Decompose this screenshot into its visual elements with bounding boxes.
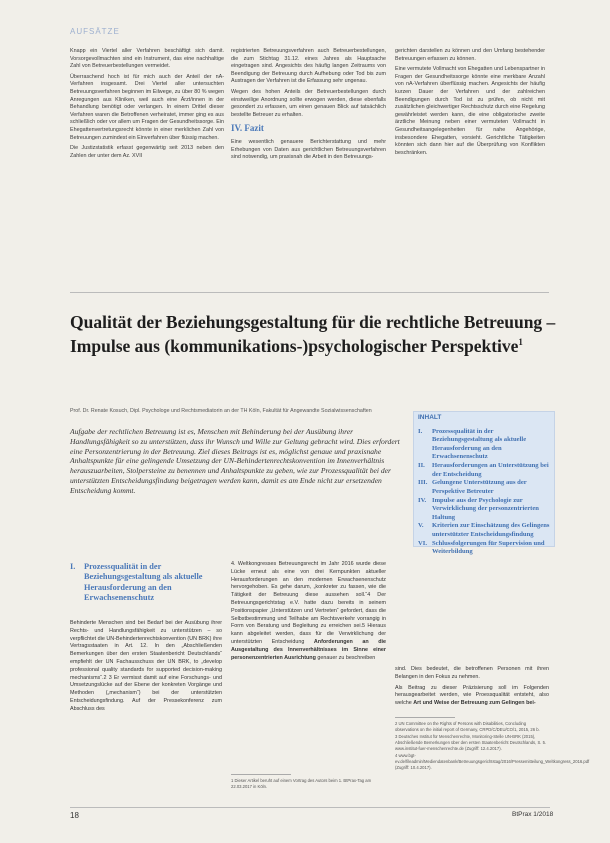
fazit-heading: IV. Fazit	[231, 123, 264, 134]
footnotes-middle	[231, 778, 386, 791]
toc-item	[418, 479, 550, 496]
footnotes-right	[395, 721, 590, 772]
paragraph-text: 4. Weltkongresses Betreuungsrecht im Jahr 2016 wurde diese Lücke erneut als eine von drei Kernpunkten aktueller Herausforderungen an den modernen Erwachsenenschutz hervorgehoben. Es gehe darum, „konkreter zu fassen, wie die Tätigkeit der Betreuung diese aussehen soll.“4 Der Betreuungsgerichtstag e.V. hatte dazu bereits in seinem Positionspapier „Unterstützen und Vertreten“ gefordert, dass die Selbstbestimmung und Teilhabe am Rechtsverkehr vorrangig in Form von Beratung und Begleitung zu erreichen sei.5 Hieraus kann abgeleitet werden, dass für die Verwirklichung der unterstützten Entscheidung	[231, 561, 386, 645]
toc-item-number: II.	[418, 462, 425, 470]
body-column-3	[395, 666, 549, 711]
toc-item-text: Impulse aus der Psychologie zur Verwirklichung der personzentrierten Haltung	[432, 496, 539, 521]
toc-item-text: Gelungene Unterstützung aus der Perspektive Betreuter	[432, 479, 527, 495]
footnote-rule	[231, 774, 291, 775]
paragraph: Eine wesentlich genauere Berichterstattung und mehr Erhebungen von Daten aus gerichtlichen Betreuungsverfahren sind notwendig, um praxisnah die Arbeit in den Betreuungs-	[231, 138, 386, 161]
top-column-2	[231, 48, 386, 165]
toc-title: INHALT	[418, 414, 442, 421]
toc-item	[418, 497, 550, 522]
paragraph: Knapp ein Viertel aller Verfahren beschäftigt sich damit. Vorsorgevollmachten sind ein Instrument, das eine nachhaltige Zahl von Betreuerbestellungen vermeidet.	[70, 48, 224, 70]
top-column-1	[70, 48, 224, 163]
journal-name: BtPrax 1/2018	[512, 811, 554, 818]
paragraph-text: Als Beitrag zu dieser Präzisierung soll im Folgenden herausgearbeitet werden, wie Proessqualität entsteht, also welche	[395, 684, 549, 707]
top-column-3	[395, 48, 545, 160]
footnote: 2 UN Committee on the Rights of Persons with Disabilities, Concluding observations on the initial report of Germany, CRPD/C/DEU/CO/1, 2015, 26 b.	[395, 721, 540, 732]
section-heading	[70, 562, 220, 604]
toc-item-number: VI.	[418, 539, 427, 547]
footnote: 3 Deutsches Institut für Menschenrechte, Monitoring-Stelle UN-BRK (2015), Abschließende Bemerkungen über den ersten Staatenbericht Deutschlands, S. 5. www.institut-fuer-menschenrechte.de (Zugriff: 12.4.2017).	[395, 734, 547, 751]
article-title	[70, 312, 570, 356]
toc-item	[418, 522, 550, 539]
toc-item-text: Kriterien zur Einschätzung des Gelingens unterstützter Entscheidungsfindung	[432, 522, 550, 538]
running-head: AUFSÄTZE	[70, 27, 120, 36]
section-number: I.	[70, 562, 76, 571]
paragraph: sind. Dies bedeutet, die betroffenen Personen mit ihren Belangen in den Fokus zu nehmen.	[395, 666, 549, 680]
emphasis: Art und Weise der Betreuung zum Gelingen bei-	[413, 700, 536, 707]
footnote: 1 Dieser Artikel beruht auf einem Vortrag des Autors beim 1. BtPrax-Tag am 22.03.2017 in Köln.	[231, 778, 372, 789]
toc-item-number: III.	[418, 479, 428, 487]
page-number: 18	[70, 811, 79, 820]
footer-rule	[70, 807, 550, 808]
paragraph: Überraschend hoch ist für mich auch der Anteil der nA-Verfahren insgesamt. Drei Viertel aller untersuchten Betreuungsverfahren beginnen im Eilwege, zu über 80 % wegen Anregungen aus Kliniken, weil auch eine Ärzt/innen in der Behandlung benötigt oder verlangen. In einem Drittel dieser Verfahren waren die Betroffenen verheiratet, immer ging es aus schließlich oder vor allem um Fragen der Gesundheitssorge. Ein Ehegattenvertretungsrecht könnte in einer merklichen Zahl von Betreuungen zumindest ein Einverfahren über flüssig machen.	[70, 73, 224, 141]
toc-item	[418, 428, 550, 462]
paragraph: gerichten darstellen zu können und den Umfang bestehender Betreuungen erfassen zu können.	[395, 48, 545, 62]
toc-list	[418, 428, 550, 557]
emphasis: Anforderungen an die Ausgestaltung des Innenverhältnisses im Sinne einer personenzentrierten Ausrichtung	[231, 638, 386, 661]
paragraph: registrierten Betreuungsverfahren auch Betreuerbestellungen, die zum Stichtag 31.12. eines Jahres als Hauptsache eingetragen sind. Angesichts des häufig langen Zeitraums von Beendigung der Betreuung durch Aufhebung oder Tod bis zum Austragen der Verfahren ist die Erfassung sehr ungenau.	[231, 48, 386, 85]
toc-item-number: IV.	[418, 496, 427, 504]
toc-item-number: V.	[418, 522, 424, 530]
paragraph	[395, 685, 549, 708]
section-title: Prozessqualität in der Beziehungsgestaltung als aktuelle Herausforderung an den Erwachsenenschutz	[84, 562, 203, 603]
paragraph	[231, 561, 386, 662]
body-column-2	[231, 561, 386, 665]
body-column-1	[70, 620, 222, 717]
toc-item-text: Schlussfolgerungen für Supervision und Weiterbildung	[432, 539, 545, 556]
author-line: Prof. Dr. Renate Kosuch, Dipl. Psychologe und Rechtsmediatorin an der TH Köln, Fakultät für Angewandte Sozialwissenschaften	[70, 408, 372, 414]
paragraph: Die Justizstatistik erfasst gegenwärtig seit 2013 neben den Zahlen der unter dem Az. XVII	[70, 145, 224, 159]
divider	[70, 292, 549, 293]
footnote: 4 www.bgt-ev.de/fileadmin/Mediendatenbank/Betreuungsgerichtstag/2016/Pressemitteilung_Weltkongress_2016.pdf (Zugriff: 10.4.2017).	[395, 752, 590, 770]
article-title-text: Qualität der Beziehungsgestaltung für die rechtliche Betreuung – Impulse aus (kommunikations-)psychologischer Perspektive	[70, 312, 556, 356]
abstract: Aufgabe der rechtlichen Betreuung ist es, Menschen mit Behinderung bei der Ausübung ihrer Handlungsfähigkeit so zu unterstützen, dass ihr Wunsch und Wille zur Geltung gebracht wird. Dies erfordert eine Personzentrierung in der Betreuung. Ziel dieses Beitrags ist es, möglichst genaue und praxisnahe Anhaltspunkte für eine gelingende Umsetzung der UN-Behindertenrechtskonvention im Innenverhältnis herauszuarbeiten, Stolpersteine zu benennen und Anhaltspunkte zu geben, wie zur Prozessqualität bei der unterstützten Entscheidungsfindung beigetragen werden kann, damit es am Ende nicht zur ersetzenden Entscheidung kommt.	[70, 427, 400, 495]
toc-item	[418, 540, 550, 557]
toc-item-text: Prozessqualität in der Beziehungsgestaltung als aktuelle Herausforderung an den Erwachsenenschutz	[432, 428, 527, 461]
toc-item-number: I.	[418, 428, 423, 435]
paragraph: Behinderte Menschen sind bei Bedarf bei der Ausübung ihrer Rechts- und Handlungsfähigkeit zu unterstützen – so verpflichtet die UN-Behindertenrechtskonvention (UN BRK) ihre Vertragsstaaten in Art. 12. In den „Abschließenden Bemerkungen über den ersten Staatenbericht Deutschlands“ empfiehlt der UN Fachausschuss der UN BRK, to „develop professional quality standards for supported decision-making mechanisms“.2 3 Er vermisst damit auf eine Forschungs- und Umsetzungslücke auf der Ebene der konkreten Vorgänge und Methoden („mechanism“) bei der unterstützten Entscheidungsfindung. Auf der Pressekonferenz zum Abschluss des	[70, 620, 222, 712]
paragraph: Eine vermutete Vollmacht von Ehegatten und Lebenspartner in Fragen der Gesundheitssorge könnte eine merkbare Anzahl von nA-Verfahren überflüssig machen. Angesichts der häufig kurzen Dauer der Verfahren und der zahlreichen Beendigungen durch Tod ist zu prüfen, ob nicht mit zusätzlichen gleichwertiger Rechtsschutz durch eine Regelung gewährleistet werden kann, die eine obligatorische zweite ärztliche Meinung neben einer vermuteten Vollmacht in Gesundheitsangelegenheiten für nahe Angehörige, insbesondere Ehegatten, vorsieht. Gerichtliche Tätigkeiten könnten sich dann hier auf die Überprüfung von Konflikten beschränken.	[395, 66, 545, 156]
paragraph-text: genauer zu beschreiben	[315, 654, 376, 661]
title-footnote-mark: 1	[518, 337, 523, 347]
toc-item-text: Herausforderungen an Unterstützung bei der Entscheidung	[432, 462, 549, 478]
paragraph: Wegen des hohen Anteils der Betreuerbestellungen durch einstweilige Anordnung sollte erwogen werden, diese ebenfalls gesondert zu erfassen, um einen genauen Blick auf tatsächlich bestellte Betreuer zu erhalten.	[231, 88, 386, 118]
toc-item	[418, 462, 550, 479]
footnote-rule	[395, 717, 455, 718]
